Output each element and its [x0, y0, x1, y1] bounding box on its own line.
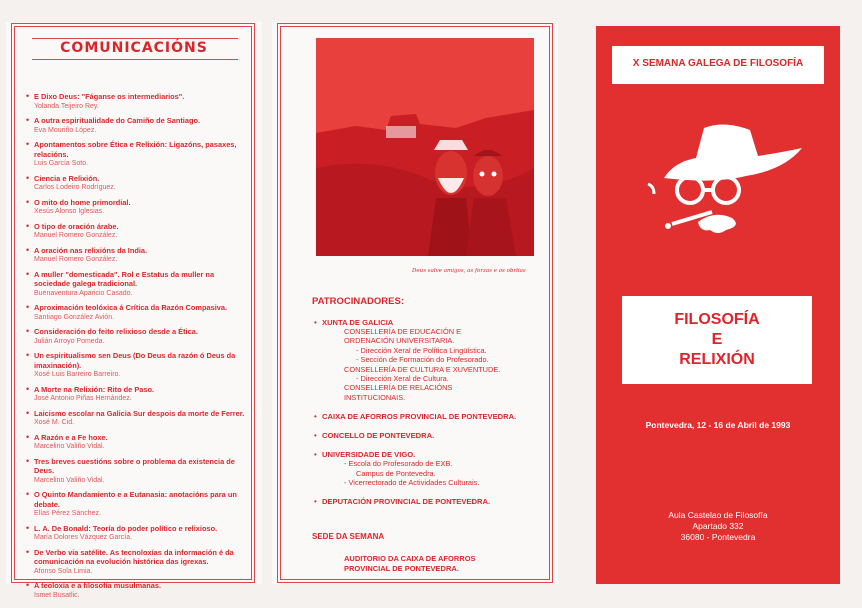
communication-title: • E Dixo Deus: "Fáganse os intermediarios".: [34, 92, 185, 101]
communication-item: [26, 327, 248, 346]
communication-title: • A outra espiritualidade do Camiño de Santiago.: [34, 116, 201, 125]
contact-address: [596, 510, 840, 543]
communication-title: • O mito do home primordial.: [34, 197, 131, 207]
communication-author: Luis García Soto.: [34, 160, 89, 167]
communication-title: • Laicismo escolar na Galicia Sur despois da morte de Ferrer.: [34, 408, 245, 418]
communication-author: María Dolores Vázquez García.: [34, 534, 133, 541]
sponsors-list: [314, 318, 546, 516]
sponsor-subdivision: - Dirección Xeral de Política Lingüística.: [356, 345, 487, 355]
communication-author: Afonso Sola Limia.: [34, 567, 93, 575]
communication-author: Buenaventura Aparicio Casado.: [34, 289, 133, 297]
communication-item: [26, 457, 248, 486]
address-line: 36080 - Pontevedra: [680, 532, 756, 542]
communication-item: [26, 548, 248, 577]
castelao-portrait-logo: [634, 118, 804, 258]
sponsor-name: • DEPUTACIÓN PROVINCIAL DE PONTEVEDRA.: [322, 497, 491, 507]
communication-item: [26, 246, 248, 265]
cover-panel: [596, 26, 840, 584]
sponsor-item: [314, 318, 546, 402]
event-banner-text: X SEMANA GALEGA DE FILOSOFÍA: [632, 58, 804, 69]
communication-item: [26, 581, 248, 600]
venue-line: PROVINCIAL DE PONTEVEDRA.: [344, 564, 459, 573]
communication-title: • A teoloxía e a filosofía musulmanas.: [34, 581, 162, 590]
communication-title: • A Morte na Relixión: Rito de Paso.: [34, 384, 155, 394]
communications-title: COMUNICACIÓNS: [60, 40, 208, 56]
communication-title: • Tres breves cuestións sobre o problema da existencia de Deus.: [34, 456, 235, 475]
sponsor-subdivision: CONSELLERÍA DE RELACIÓNS: [344, 383, 453, 393]
venue-line: AUDITORIO DA CAIXA DE AFORROS: [344, 554, 476, 563]
sponsor-name: • UNIVERSIDADE DE VIGO.: [322, 450, 416, 460]
communication-item: [26, 351, 248, 380]
communication-title: • O Quinto Mandamiento e a Eutanasia: anotacións para un debate.: [34, 490, 237, 509]
communication-item: [26, 222, 248, 241]
communication-title: • L. A. De Bonald: Teoría do poder político e relixioso.: [34, 523, 218, 533]
communication-title: • A Razón e a Fe hoxe.: [34, 432, 108, 442]
sponsors-title: PATROCINADORES:: [312, 296, 405, 307]
communication-author: Xesús Alonso Iglesias.: [34, 208, 105, 215]
painting-image: [316, 38, 534, 256]
communication-title: • Apontamentos sobre Ética e Relixión: Ligazóns, pasaxes, relacións.: [34, 140, 237, 159]
communication-item: [26, 174, 248, 193]
title-top-rule: [32, 38, 238, 39]
communication-title: • Un espiritualismo sen Deus (Do Deus da razón ó Deus da imaxinación).: [34, 351, 236, 370]
communication-author: Xosé M. Cid.: [34, 419, 75, 426]
communication-author: Manuel Romero González.: [34, 232, 118, 239]
venue-title: SEDE DA SEMANA: [312, 532, 385, 541]
communication-item: [26, 116, 248, 135]
communication-author: José Antonio Piñas Hernández.: [34, 395, 132, 402]
communication-author: Eva Mouriño López.: [34, 126, 97, 134]
communication-item: [26, 270, 248, 299]
communication-author: Julián Arroyo Pomeda.: [34, 337, 105, 345]
communication-title: • A oración nas relixións da India.: [34, 245, 148, 255]
communication-author: Xosé Luis Barreiro Barreiro.: [34, 371, 121, 378]
painting-illustration: [316, 38, 534, 256]
sponsor-subdivision: CONSELLERÍA DE CULTURA E XUVENTUDE.: [344, 364, 501, 374]
communication-author: Marcelino Valiño Vidal.: [34, 476, 105, 484]
main-title-line: E: [711, 331, 723, 348]
communication-item: [26, 303, 248, 322]
sponsor-subdivision: CONSELLERÍA DE EDUCACIÓN E: [344, 327, 462, 336]
sponsor-item: [314, 431, 546, 440]
sponsor-subdivision: - Sección de Formación do Profesorado.: [356, 355, 489, 365]
communication-author: Marcelino Valiño Vidal.: [34, 443, 105, 450]
communication-author: Santiago González Avión.: [34, 313, 115, 321]
event-banner: [612, 46, 824, 84]
sponsor-subdivision: ORDENACIÓN UNIVERSITARIA.: [344, 336, 455, 346]
sponsor-item: [314, 450, 546, 487]
communication-item: [26, 409, 248, 428]
communication-item: [26, 490, 248, 519]
communication-item: [26, 385, 248, 404]
sponsor-name: • CONCELLO DE PONTEVEDRA.: [322, 431, 435, 441]
main-title-line: RELIXIÓN: [679, 351, 755, 368]
communication-author: Yolanda Teijeiro Rey.: [34, 102, 99, 110]
sponsor-item: [314, 412, 546, 421]
venue-text: [344, 554, 476, 574]
sponsor-subdivision: INSTITUCIONAIS.: [344, 392, 406, 402]
address-line: Aula Castelao de Filosofía: [668, 510, 768, 520]
communication-author: Manuel Romero González.: [34, 256, 118, 263]
address-line: Apartado 332: [692, 521, 744, 531]
sponsor-name: • XUNTA DE GALICIA: [322, 318, 394, 327]
main-title-line: FILOSOFÍA: [674, 311, 760, 328]
title-bottom-rule: [32, 59, 238, 60]
communication-title: • O tipo de oración árabe.: [34, 221, 119, 231]
communication-title: • Consideración do feito relixioso desde a Ética.: [34, 327, 198, 336]
sponsor-subdivision: - Escola do Profesorado de EXB.: [344, 459, 453, 469]
painting-caption: Deus salve amigos, as forzas e os obrlias: [412, 268, 526, 274]
event-dates: Pontevedra, 12 - 16 de Abril de 1993: [645, 420, 791, 430]
communications-panel: [6, 22, 262, 599]
sponsor-subdivision: Campus de Pontevedra.: [356, 468, 436, 478]
communication-author: Elías Pérez Sánchez.: [34, 510, 101, 517]
communication-title: • A muller "domesticada". Rol e Estatus da muller na sociedade galega tradicional.: [34, 269, 215, 288]
communication-item: [26, 92, 248, 111]
communication-item: [26, 140, 248, 169]
communications-list: [26, 92, 248, 605]
communication-author: Ismet Busatlic.: [34, 591, 80, 599]
communication-title: • Aproximación teolóxica á Crítica da Razón Compasiva.: [34, 303, 228, 312]
main-title-box: [622, 296, 812, 384]
communication-item: [26, 524, 248, 543]
communication-item: [26, 198, 248, 217]
communication-author: Carlos Lodeiro Rodríguez.: [34, 184, 116, 191]
sponsor-subdivision: - Dirección Xeral de Cultura.: [356, 374, 449, 384]
sponsor-name: • CAIXA DE AFORROS PROVINCIAL DE PONTEVEDRA.: [322, 412, 517, 422]
communication-item: [26, 433, 248, 452]
sponsor-subdivision: - Vicerrectorado de Actividades Culturais.: [344, 478, 480, 488]
sponsor-item: [314, 497, 546, 506]
sponsors-panel: [272, 22, 558, 584]
communication-title: • De Verbo via satélite. As tecnoloxías da información é da comunicación na evolución histórica das igrexas.: [34, 547, 234, 566]
communication-title: • Ciencia e Relixión.: [34, 173, 100, 183]
